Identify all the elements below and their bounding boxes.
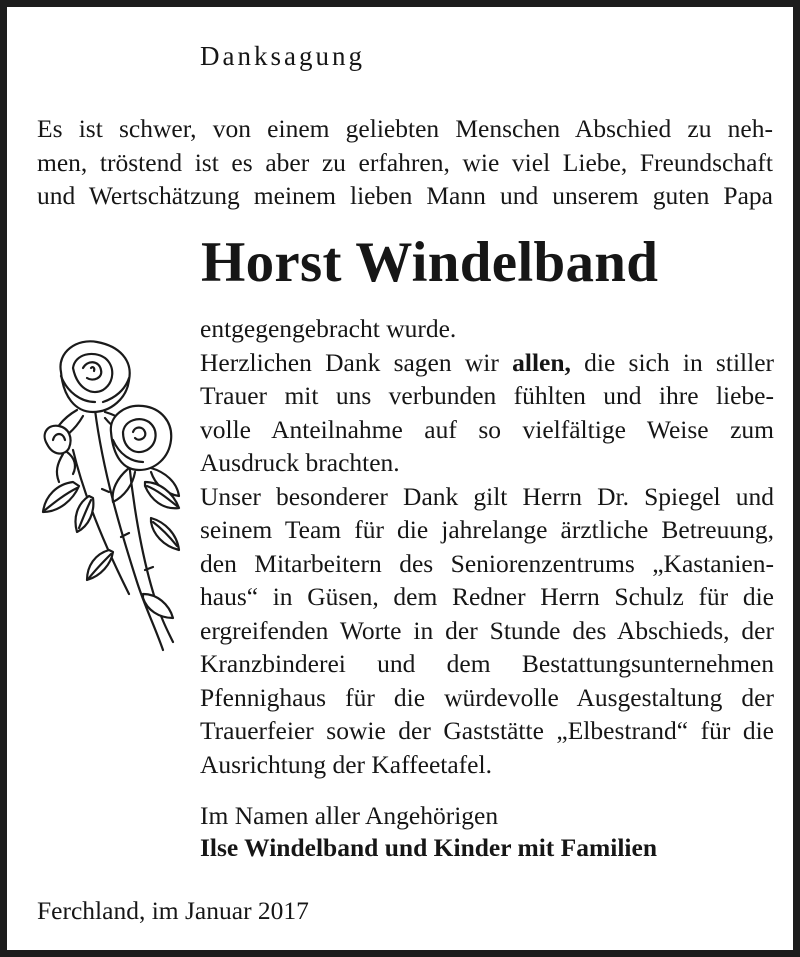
thanks-paragraph — [200, 312, 774, 781]
body-line: Trauer mit uns verbunden fühlten und ihre liebe- — [200, 381, 774, 410]
deceased-name: Horst Windelband — [201, 231, 659, 294]
body-line: ergreifenden Worte in der Stunde des Abschieds, der — [200, 615, 774, 645]
closing-block — [200, 800, 657, 864]
intro-paragraph — [37, 112, 773, 213]
place-date: Ferchland, im Januar 2017 — [37, 896, 309, 925]
intro-line: Es ist schwer, von einem geliebten Menschen Abschied zu neh- — [37, 114, 773, 143]
body-line: seinem Team für die jahrelange ärztliche Betreuung, — [200, 515, 774, 544]
body-line: Trauerfeier sowie der Gaststätte „Elbestrand“ für die — [200, 716, 774, 745]
intro-line: men, tröstend ist es aber zu erfahren, wie viel Liebe, Freundschaft — [37, 147, 773, 177]
body-line: Ausdruck brachten. — [200, 448, 400, 477]
intro-line: und Wertschätzung meinem lieben Mann und unserem guten Papa — [37, 181, 773, 210]
signatories: Ilse Windelband und Kinder mit Familien — [200, 833, 657, 862]
roses-illustration — [33, 332, 193, 662]
body-line-thanks — [200, 346, 774, 380]
body-line: Unser besonderer Dank gilt Herrn Dr. Spiegel und — [200, 481, 774, 511]
notice-heading: Danksagung — [200, 41, 365, 71]
body-line: entgegengebracht wurde. — [200, 314, 457, 343]
body-line: volle Anteilnahme auf so vielfältige Weise zum — [200, 414, 774, 444]
body-line: Ausrichtung der Kaffeetafel. — [200, 749, 492, 779]
closing-line: Im Namen aller Angehörigen — [200, 801, 499, 830]
thanks-emphasis: allen, — [512, 347, 571, 377]
body-line: den Mitarbeitern des Seniorenzentrums „Kastanien- — [200, 548, 774, 578]
body-line: Kranzbinderei und dem Bestattungsunternehmen — [200, 649, 774, 678]
thanks-text: Herzlichen Dank sagen wir — [200, 347, 513, 377]
thanks-text-rest: die sich in stiller — [570, 347, 775, 377]
body-line: haus“ in Güsen, dem Redner Herrn Schulz für die — [200, 582, 774, 611]
body-line: Pfennighaus für die würdevolle Ausgestaltung der — [200, 682, 774, 712]
